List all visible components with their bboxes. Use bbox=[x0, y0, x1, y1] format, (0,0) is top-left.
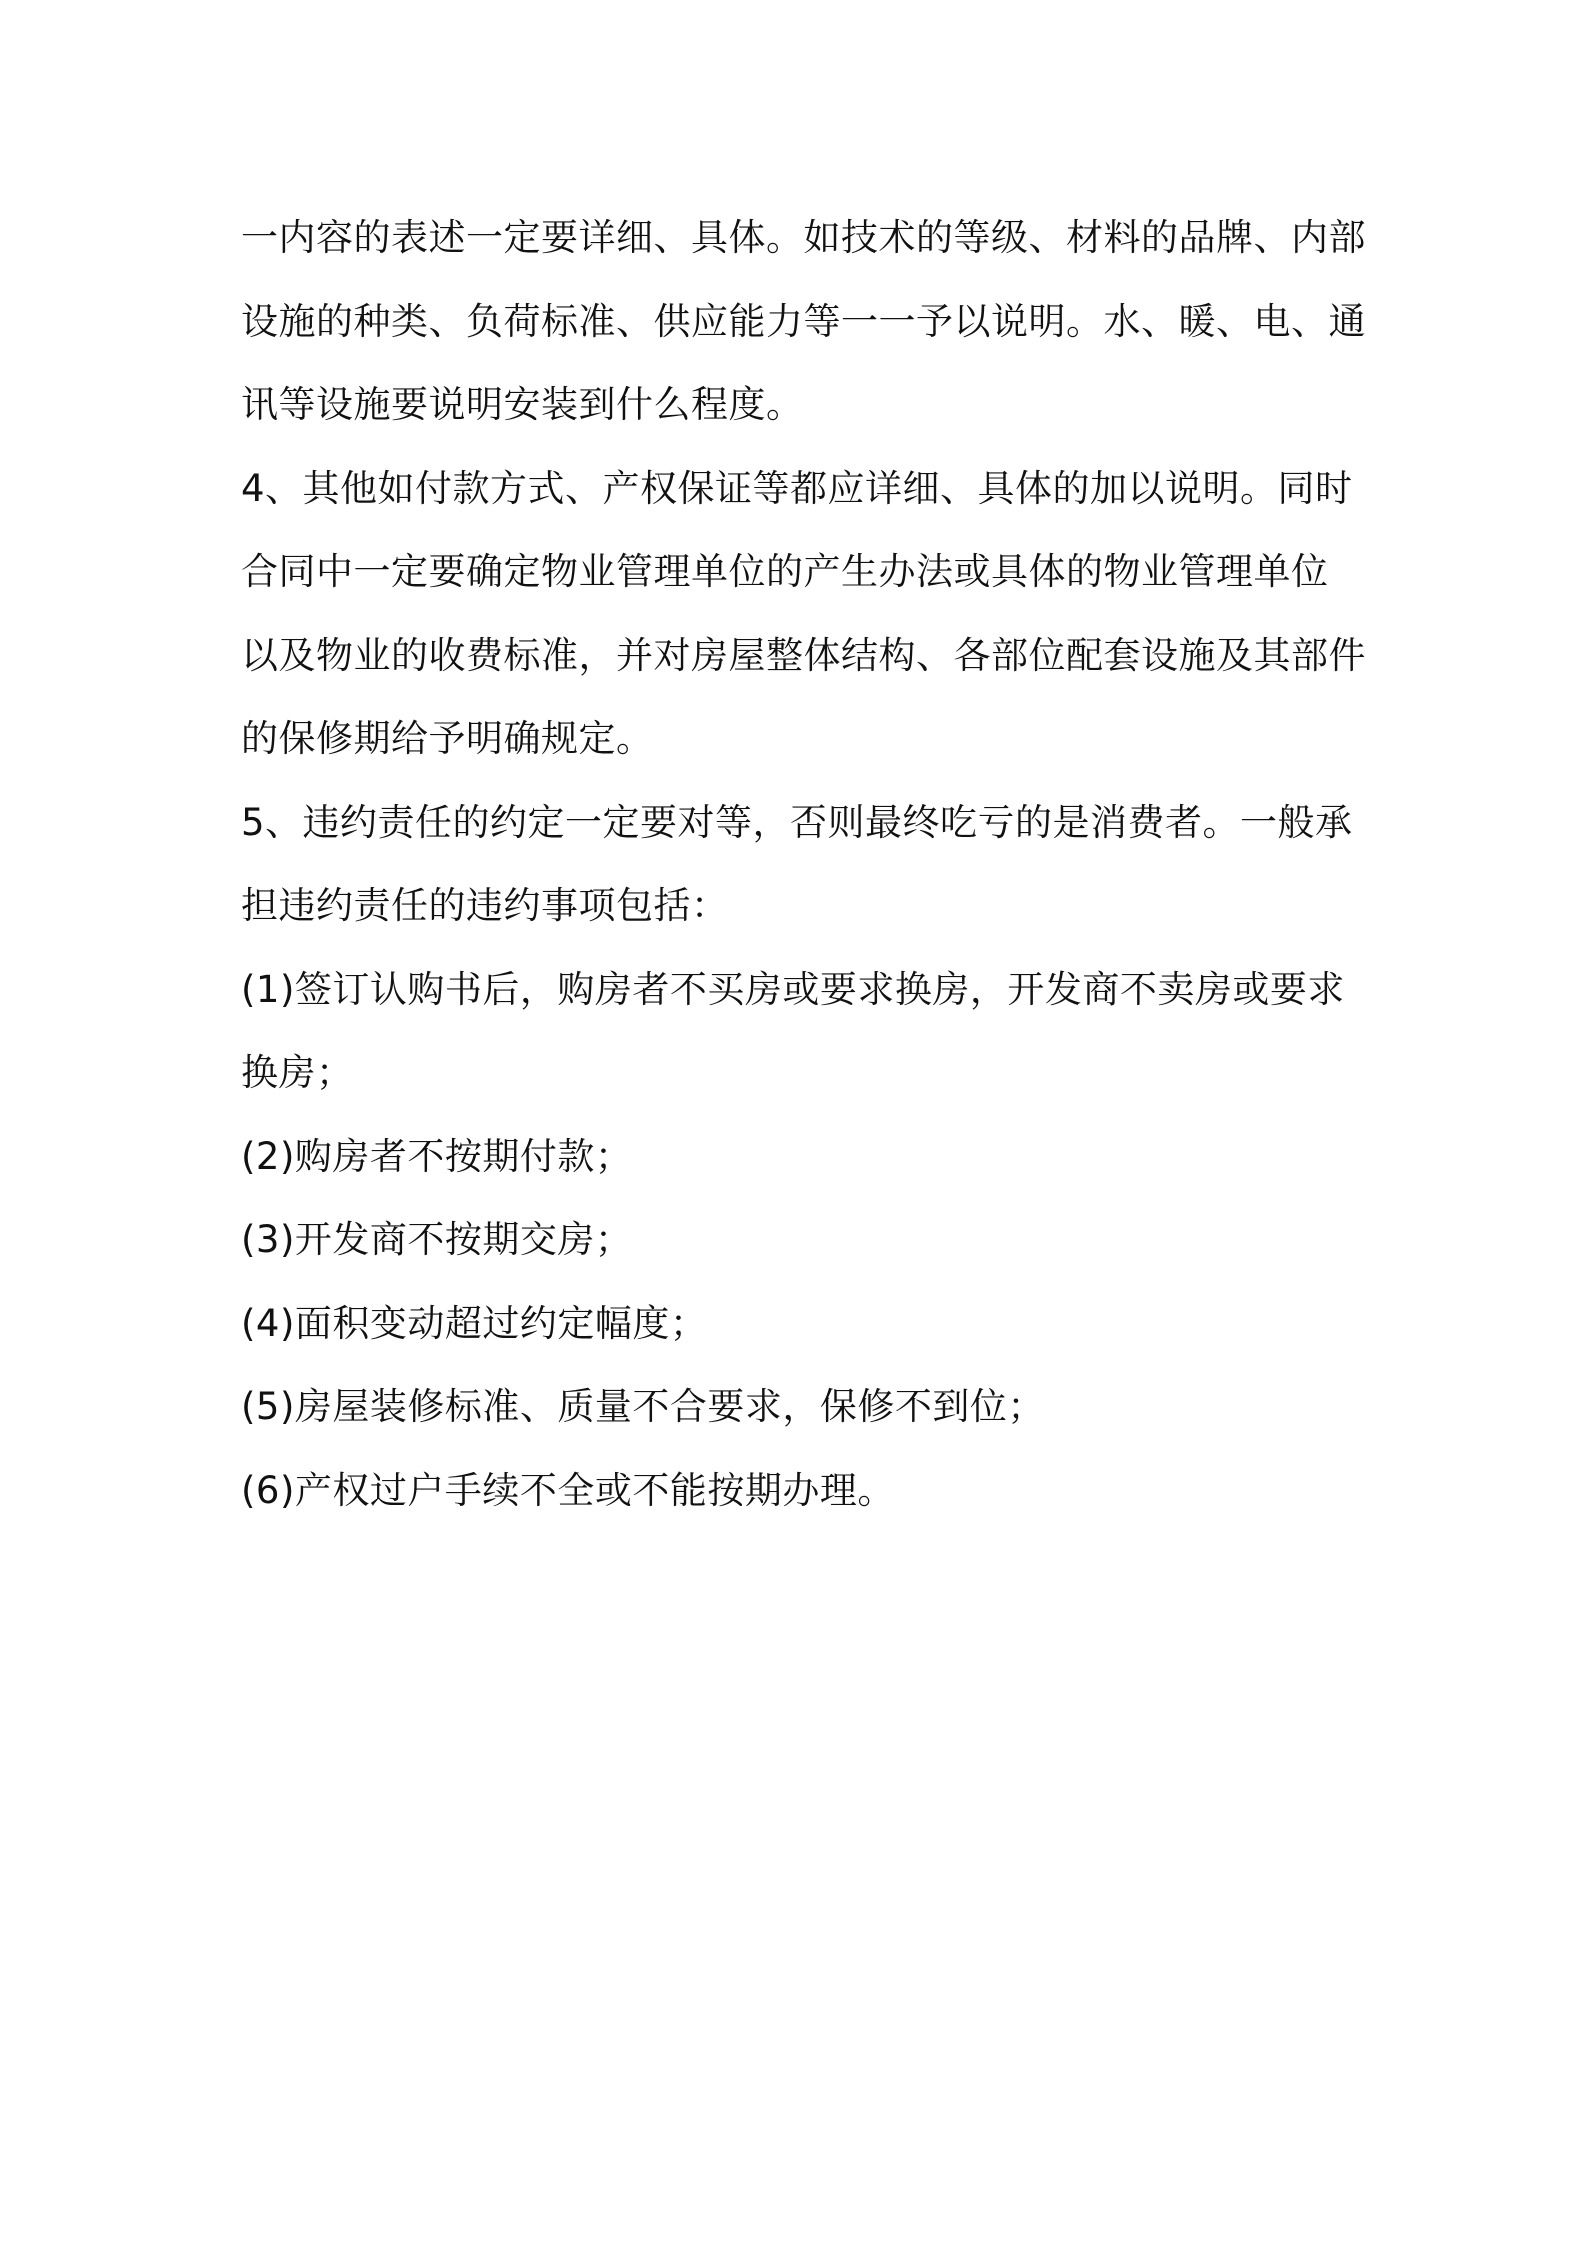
text-line: (1)签订认购书后，购房者不买房或要求换房，开发商不卖房或要求 bbox=[241, 967, 1345, 1011]
text-line: (6)产权过户手续不全或不能按期办理。 bbox=[241, 1468, 895, 1512]
text-line: 合同中一定要确定物业管理单位的产生办法或具体的物业管理单位 bbox=[241, 550, 1329, 593]
list-item-1 bbox=[241, 948, 1371, 1115]
paragraph-item-4 bbox=[241, 447, 1371, 781]
text-line: 以及物业的收费标准，并对房屋整体结构、各部位配套设施及其部件 bbox=[241, 633, 1366, 677]
paragraph-item-5 bbox=[241, 781, 1371, 948]
text-line: 换房； bbox=[241, 1051, 354, 1094]
list-item-6 bbox=[241, 1449, 1371, 1533]
list-item-5 bbox=[241, 1365, 1371, 1449]
text-line: 讯等设施要说明安装到什么程度。 bbox=[241, 383, 804, 426]
text-line: (2)购房者不按期付款； bbox=[241, 1134, 633, 1178]
list-item-2 bbox=[241, 1115, 1371, 1199]
text-line: 担违约责任的违约事项包括： bbox=[241, 884, 729, 927]
text-line: 一内容的表述一定要详细、具体。如技术的等级、材料的品牌、内部 bbox=[241, 216, 1366, 259]
document-body bbox=[241, 196, 1371, 1532]
text-line: 5、违约责任的约定一定要对等，否则最终吃亏的是消费者。一般承 bbox=[241, 800, 1353, 844]
text-line: 设施的种类、负荷标准、供应能力等一一予以说明。水、暖、电、通 bbox=[241, 299, 1366, 343]
list-item-3 bbox=[241, 1198, 1371, 1282]
text-line: (5)房屋装修标准、质量不合要求，保修不到位； bbox=[241, 1385, 1045, 1428]
text-line: 4、其他如付款方式、产权保证等都应详细、具体的加以说明。同时 bbox=[241, 466, 1353, 510]
paragraph-content-description bbox=[241, 196, 1371, 447]
text-line: (4)面积变动超过约定幅度； bbox=[241, 1301, 708, 1345]
text-line: (3)开发商不按期交房； bbox=[241, 1218, 633, 1261]
list-item-4 bbox=[241, 1282, 1371, 1366]
text-line: 的保修期给予明确规定。 bbox=[241, 717, 654, 760]
